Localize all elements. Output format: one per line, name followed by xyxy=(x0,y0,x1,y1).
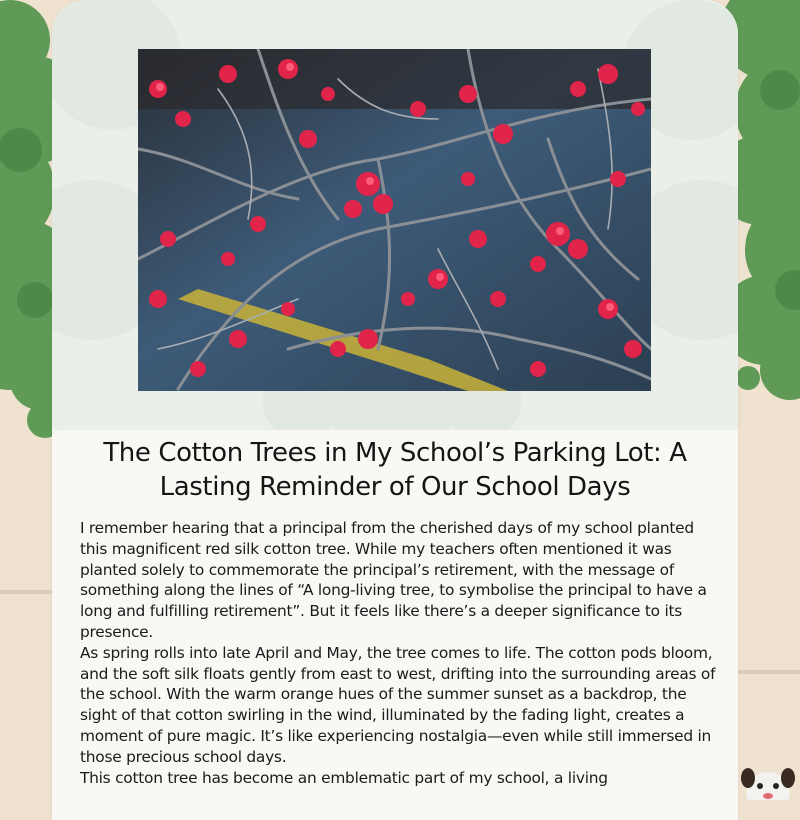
article-body xyxy=(80,518,716,788)
article-paragraph: I remember hearing that a principal from the cherished days of my school planted this magnificent red silk cotton tree. While my teachers often mentioned it was planted solely to commemorate the principal’s retirement, with the message of something along the lines of “A long-living tree, to symbolise the principal to have a long and fulfilling retirement”. But it feels like there’s a deeper significance to its presence. xyxy=(80,519,707,641)
article-title: The Cotton Trees in My School’s Parking Lot: A Lasting Reminder of Our School Days xyxy=(103,438,687,502)
blossom-image xyxy=(138,49,651,391)
article-paragraph: As spring rolls into late April and May, the tree comes to life. The cotton pods bloom, and the soft silk floats gently from east to west, drifting into the surrounding areas of the school. With the warm orange hues of the summer sunset as a backdrop, the sight of that cotton swirling in the wind, illuminated by the fading light, creates a moment of pure magic. It’s like experiencing nostalgia—even while still immersed in those precious school days. xyxy=(80,643,716,766)
article-paragraph: This cotton tree has become an emblematic part of my school, a living xyxy=(80,768,608,787)
article-card xyxy=(52,0,738,820)
cotton-tree-photo xyxy=(138,49,651,391)
dog-illustration xyxy=(741,768,795,800)
